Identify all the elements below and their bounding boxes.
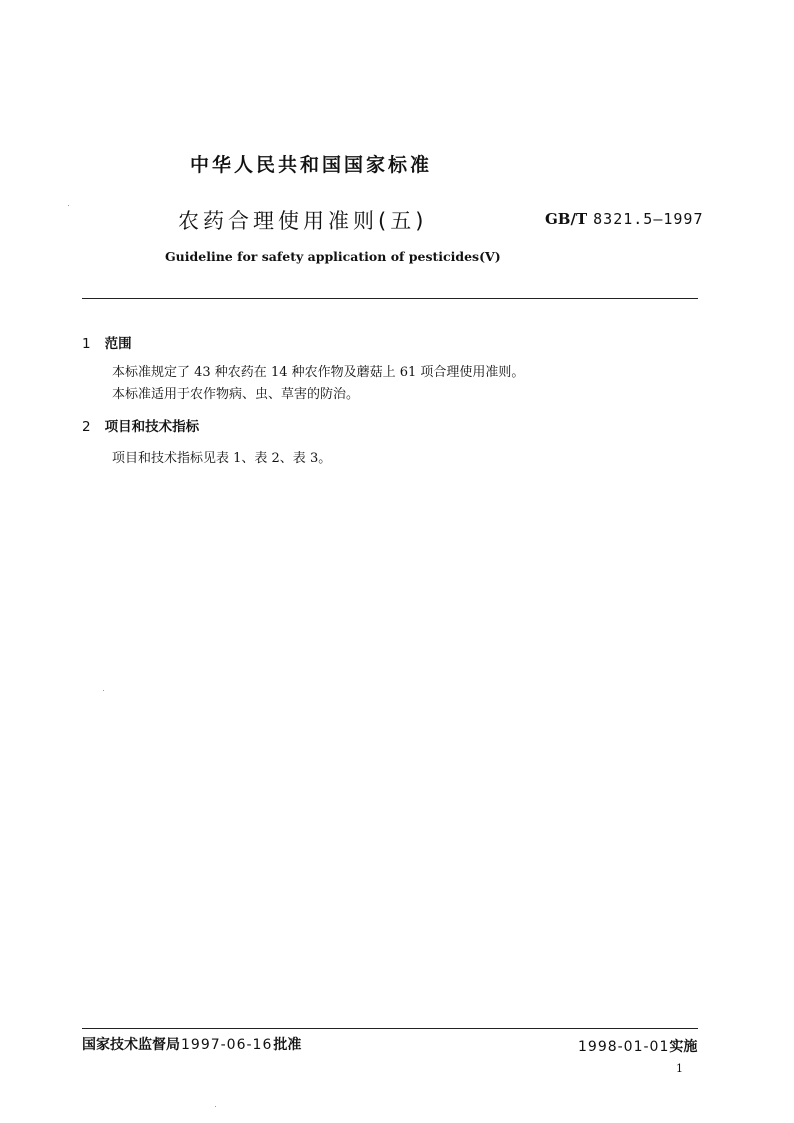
- section-1-number: 1: [82, 336, 91, 352]
- scan-speck: [103, 690, 104, 691]
- approval-label: 批准: [273, 1037, 302, 1053]
- issuer: 国家技术监督局: [82, 1037, 180, 1053]
- section-1-title: 范围: [104, 336, 132, 352]
- section-1-heading: [82, 332, 132, 352]
- approval-line: [82, 1034, 301, 1054]
- section-2-title: 项目和技术指标: [104, 419, 200, 435]
- section-2-number: 2: [82, 419, 91, 435]
- section-2-paragraph-1: 项目和技术指标见表 1、表 2、表 3。: [112, 451, 332, 466]
- header-divider: [82, 298, 698, 299]
- standard-code: [545, 210, 703, 228]
- standard-number: 8321.5—1997: [593, 210, 704, 228]
- english-title: Guideline for safety application of pesticides(Ⅴ): [165, 249, 501, 264]
- scan-speck: [68, 205, 69, 206]
- document-title: 农药合理使用准则(五): [178, 209, 428, 233]
- section-1-paragraph-1: 本标准规定了 43 种农药在 14 种农作物及蘑菇上 61 项合理使用准则。: [112, 365, 525, 380]
- footer-divider: [82, 1028, 698, 1029]
- effective-line: [578, 1036, 697, 1056]
- approval-date: 1997-06-16: [181, 1037, 273, 1053]
- page-number: 1: [676, 1062, 683, 1075]
- section-1-paragraph-2: 本标准适用于农作物病、虫、草害的防治。: [112, 387, 360, 402]
- scan-speck: [215, 1106, 216, 1107]
- effective-label: 实施: [669, 1039, 698, 1055]
- national-standard-title: 中华人民共和国国家标准: [190, 154, 433, 176]
- section-2-heading: [82, 415, 199, 435]
- effective-date: 1998-01-01: [578, 1039, 670, 1055]
- standard-prefix: GB/T: [545, 210, 588, 228]
